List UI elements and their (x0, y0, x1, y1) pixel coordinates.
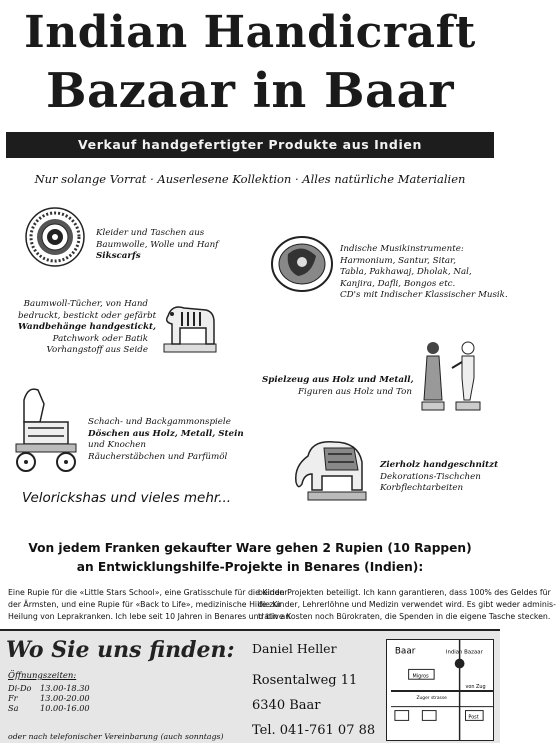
contact-name: Daniel Heller (252, 641, 337, 656)
project-text-right: beiden Projekten beteiligt. Ich kann garantieren, dass 100% des Geldes für die Kinder, Lehrerlöhne und Medizin verwendet wird. Es gibt weder adminis- trative Kosten noch Bürokraten, die Spenden in die eigene Tasche stecken. (258, 588, 556, 621)
map-direction-label: von Zug (465, 684, 486, 691)
velorickshas-text: Velorickshas und vieles mehr... (22, 490, 232, 506)
map-town-label: Baar (394, 646, 416, 657)
clothes-block: Kleider und Taschen aus Baumwolle, Wolle und Hanf Sikscarfs (96, 228, 219, 261)
map-shop-label: Indian Bazaar (445, 649, 483, 656)
subtitle-banner: Verkauf handgefertigter Produkte aus Indien (6, 132, 494, 158)
hours-row: Di-Do 13.00-18.30 (8, 683, 90, 693)
map-building-2 (422, 711, 436, 721)
games-block: Schach- und Backgammonspiele Döschen aus Holz, Metall, Stein und Knochen Räucherstäbchen und Parfümöl (88, 417, 244, 462)
music-block: Indische Musikinstrumente: Harmonium, Santur, Sitar, Tabla, Pakhawaj, Dholak, Nal, Kanjira, Dafli, Bongos etc. CD's mit Indischer Klassischer Musik. (340, 244, 508, 300)
location-map (386, 639, 494, 741)
wooden-figures-illustration (418, 338, 486, 414)
location-heading: Wo Sie uns finden: (6, 637, 235, 663)
contact-city: 6340 Baar (252, 698, 321, 713)
contact-street: Rosentalweg 11 (252, 673, 358, 688)
decoration-block: Zierholz handgeschnitzt Dekorations-Tischchen Korbflechtarbeiten (380, 460, 499, 493)
project-text-left: Eine Rupie für die «Little Stars School», eine Gratisschule für die Kinder der Ärmsten, und eine Rupie für «Back to Life», medizinische Hilfe zur Heilung von Leprakranken. Ich lebe seit 10 Jahren in Benares und bin an (8, 588, 291, 621)
opening-hours (8, 683, 90, 713)
wooden-horse-illustration (10, 382, 82, 474)
donation-line-1: Von jedem Franken gekaufter Ware gehen 2 Rupien (10 Rappen) (28, 541, 472, 555)
map-building-1 (395, 711, 409, 721)
mandala-illustration (24, 206, 86, 268)
tiger-figure-illustration (158, 294, 224, 356)
footer-location (0, 629, 500, 743)
hours-row: Fr 13.00-20.00 (8, 693, 90, 703)
opening-hours-title: Öffnungszeiten: (8, 671, 77, 681)
map-street-label: Zuger strasse (416, 695, 447, 701)
music-instruments-illustration (268, 234, 336, 294)
cloths-block: Baumwoll-Tücher, von Hand bedruckt, bestickt oder gefärbt Wandbehänge handgestickt, Patchwork oder Batik Vorhangstoff aus Seide (18, 299, 157, 355)
hours-row: Sa 10.00-16.00 (8, 703, 90, 713)
toys-block: Spielzeug aus Holz und Metall, Figuren aus Holz und Ton (262, 375, 414, 397)
title-line-1: Indian Handicraft (24, 7, 476, 58)
map-migros-label: Migros (412, 673, 429, 680)
map-post-label: Post (468, 714, 479, 721)
appointment-note: oder nach telefonischer Vereinbarung (auch sonntags) (8, 732, 224, 741)
tagline: Nur solange Vorrat · Auserlesene Kollektion · Alles natürliche Materialien (34, 172, 466, 186)
donation-line-2: an Entwicklungshilfe-Projekte in Benares (Indien): (76, 560, 424, 574)
contact-phone[interactable]: Tel. 041-761 07 88 (252, 723, 376, 738)
title-line-2: Bazaar in Baar (45, 63, 455, 119)
elephant-figure-illustration (288, 434, 372, 508)
